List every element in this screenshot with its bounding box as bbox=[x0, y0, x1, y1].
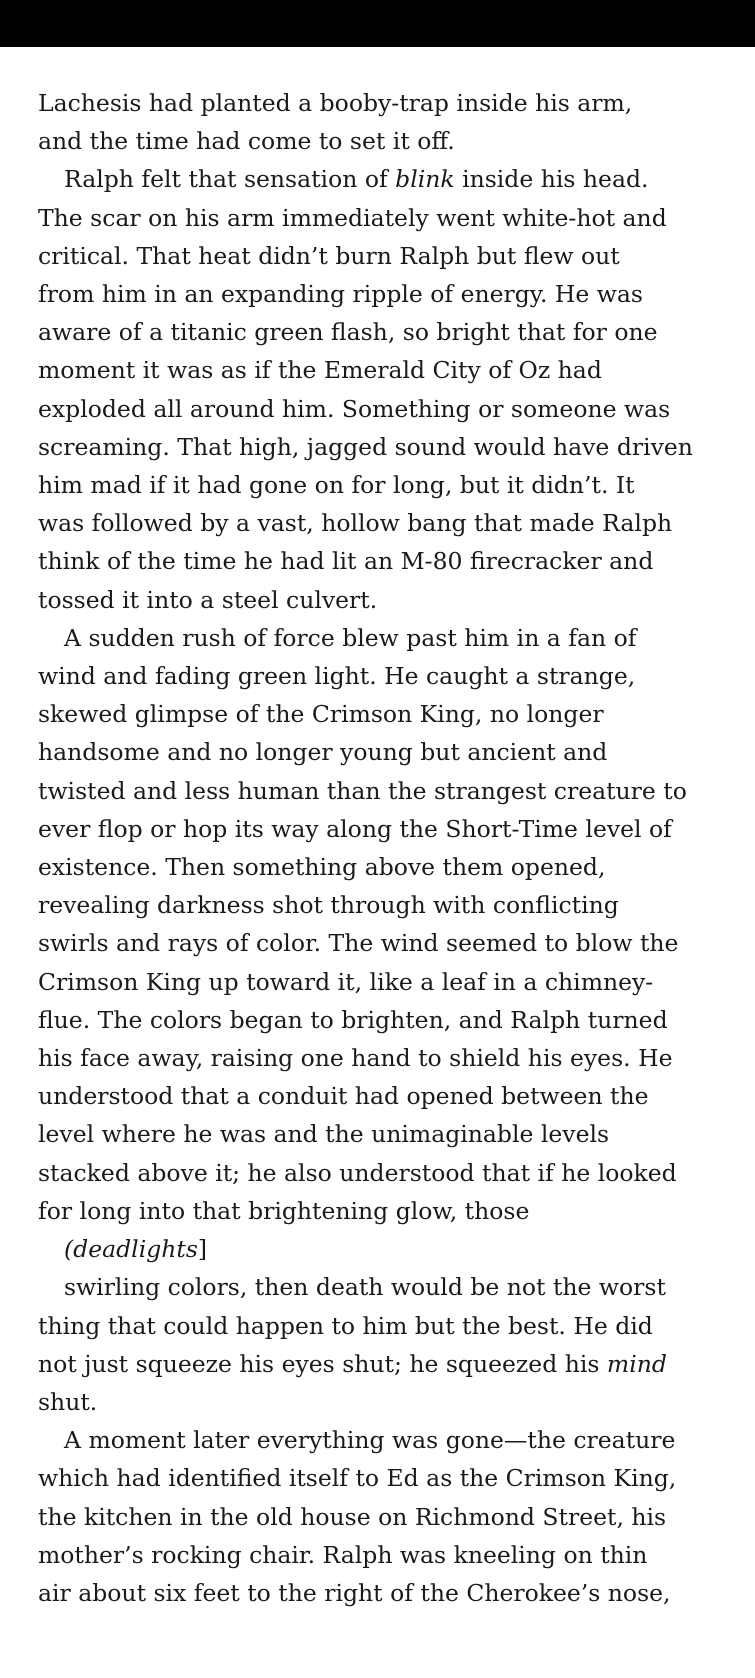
text-segment: was followed by a vast, hollow bang that made Ralph bbox=[38, 509, 673, 538]
text-segment: the kitchen in the old house on Richmond Street, his bbox=[38, 1502, 667, 1531]
text-line bbox=[38, 848, 728, 886]
text-line bbox=[38, 313, 728, 351]
text-segment: him mad if it had gone on for long, but it didn’t. It bbox=[38, 471, 635, 500]
text-segment: exploded all around him. Something or someone was bbox=[38, 394, 671, 423]
text-line bbox=[38, 122, 728, 160]
text-line bbox=[38, 1498, 728, 1536]
text-segment: shut. bbox=[38, 1387, 98, 1416]
text-segment: Lachesis had planted a booby-trap inside his arm, bbox=[38, 89, 633, 117]
text-segment: think of the time he had lit an M-80 firecracker and bbox=[38, 547, 654, 576]
text-segment: The scar on his arm immediately went white-hot and bbox=[38, 203, 667, 232]
text-segment: mother’s rocking chair. Ralph was kneeling on thin bbox=[38, 1540, 648, 1569]
text-line bbox=[38, 1345, 728, 1383]
text-line bbox=[38, 772, 728, 810]
text-line bbox=[38, 428, 728, 466]
text-segment: A sudden rush of force blew past him in a fan of bbox=[64, 623, 637, 652]
text-segment: his face away, raising one hand to shield his eyes. He bbox=[38, 1044, 673, 1073]
italic-text: blink bbox=[395, 165, 455, 194]
text-line bbox=[38, 1421, 728, 1459]
paragraph bbox=[38, 1230, 728, 1268]
text-segment: skewed glimpse of the Crimson King, no longer bbox=[38, 700, 604, 729]
paragraph bbox=[38, 619, 728, 1230]
text-line bbox=[38, 504, 728, 542]
text-line bbox=[38, 886, 728, 924]
text-segment: revealing darkness shot through with conflicting bbox=[38, 891, 619, 920]
book-page-text bbox=[38, 84, 728, 1612]
text-segment: swirls and rays of color. The wind seemed to blow the bbox=[38, 929, 679, 958]
paragraph bbox=[38, 1268, 728, 1421]
text-line bbox=[38, 619, 728, 657]
text-line bbox=[38, 581, 728, 619]
text-line bbox=[38, 1459, 728, 1497]
text-segment: level where he was and the unimaginable levels bbox=[38, 1120, 610, 1149]
paragraph bbox=[38, 84, 728, 160]
text-line bbox=[38, 1039, 728, 1077]
paragraph bbox=[38, 1421, 728, 1612]
text-line bbox=[38, 237, 728, 275]
top-status-bar bbox=[0, 0, 755, 47]
italic-text: (deadlights bbox=[64, 1235, 198, 1264]
text-line bbox=[38, 963, 728, 1001]
text-line bbox=[38, 199, 728, 237]
text-segment: stacked above it; he also understood that if he looked bbox=[38, 1158, 677, 1187]
text-line bbox=[38, 1001, 728, 1039]
text-line bbox=[38, 1230, 728, 1268]
text-line bbox=[38, 542, 728, 580]
text-segment: critical. That heat didn’t burn Ralph but flew out bbox=[38, 241, 620, 270]
text-line bbox=[38, 733, 728, 771]
text-segment: inside his head. bbox=[454, 165, 649, 194]
text-line bbox=[38, 924, 728, 962]
text-segment: flue. The colors began to brighten, and Ralph turned bbox=[38, 1005, 668, 1034]
text-line bbox=[38, 84, 728, 122]
text-line bbox=[38, 1192, 728, 1230]
text-line bbox=[38, 695, 728, 733]
paragraph bbox=[38, 160, 728, 618]
text-line bbox=[38, 810, 728, 848]
text-segment: for long into that brightening glow, those bbox=[38, 1196, 530, 1225]
text-segment: twisted and less human than the strangest creature to bbox=[38, 776, 687, 805]
text-segment: moment it was as if the Emerald City of Oz had bbox=[38, 356, 602, 385]
text-line bbox=[38, 1077, 728, 1115]
text-segment: aware of a titanic green flash, so bright that for one bbox=[38, 318, 658, 347]
text-line bbox=[38, 1536, 728, 1574]
text-segment: handsome and no longer young but ancient and bbox=[38, 738, 608, 767]
italic-text: mind bbox=[606, 1349, 667, 1378]
text-segment: from him in an expanding ripple of energy. He was bbox=[38, 280, 643, 309]
text-line bbox=[38, 275, 728, 313]
text-line bbox=[38, 1307, 728, 1345]
text-line bbox=[38, 1383, 728, 1421]
text-segment: swirling colors, then death would be not the worst bbox=[64, 1273, 666, 1302]
text-line bbox=[38, 160, 728, 198]
text-line bbox=[38, 1268, 728, 1306]
text-segment: thing that could happen to him but the best. He did bbox=[38, 1311, 653, 1340]
text-segment: air about six feet to the right of the Cherokee’s nose, bbox=[38, 1578, 671, 1607]
text-line bbox=[38, 390, 728, 428]
text-line bbox=[38, 351, 728, 389]
text-segment: which had identified itself to Ed as the Crimson King, bbox=[38, 1464, 677, 1493]
text-segment: Crimson King up toward it, like a leaf in a chimney- bbox=[38, 967, 654, 996]
text-line bbox=[38, 1115, 728, 1153]
text-segment: existence. Then something above them opened, bbox=[38, 853, 606, 882]
text-segment: wind and fading green light. He caught a strange, bbox=[38, 662, 636, 691]
text-segment: ever flop or hop its way along the Short-Time level of bbox=[38, 814, 672, 843]
text-segment: ] bbox=[197, 1235, 208, 1264]
text-line bbox=[38, 466, 728, 504]
text-segment: screaming. That high, jagged sound would have driven bbox=[38, 432, 693, 461]
text-segment: A moment later everything was gone—the creature bbox=[64, 1426, 676, 1455]
text-segment: tossed it into a steel culvert. bbox=[38, 585, 378, 614]
text-line bbox=[38, 657, 728, 695]
text-segment: understood that a conduit had opened between the bbox=[38, 1082, 649, 1111]
text-line bbox=[38, 1154, 728, 1192]
text-segment: and the time had come to set it off. bbox=[38, 127, 455, 156]
text-segment: Ralph felt that sensation of bbox=[64, 165, 396, 194]
text-segment: not just squeeze his eyes shut; he squeezed his bbox=[38, 1349, 607, 1378]
text-line bbox=[38, 1574, 728, 1612]
